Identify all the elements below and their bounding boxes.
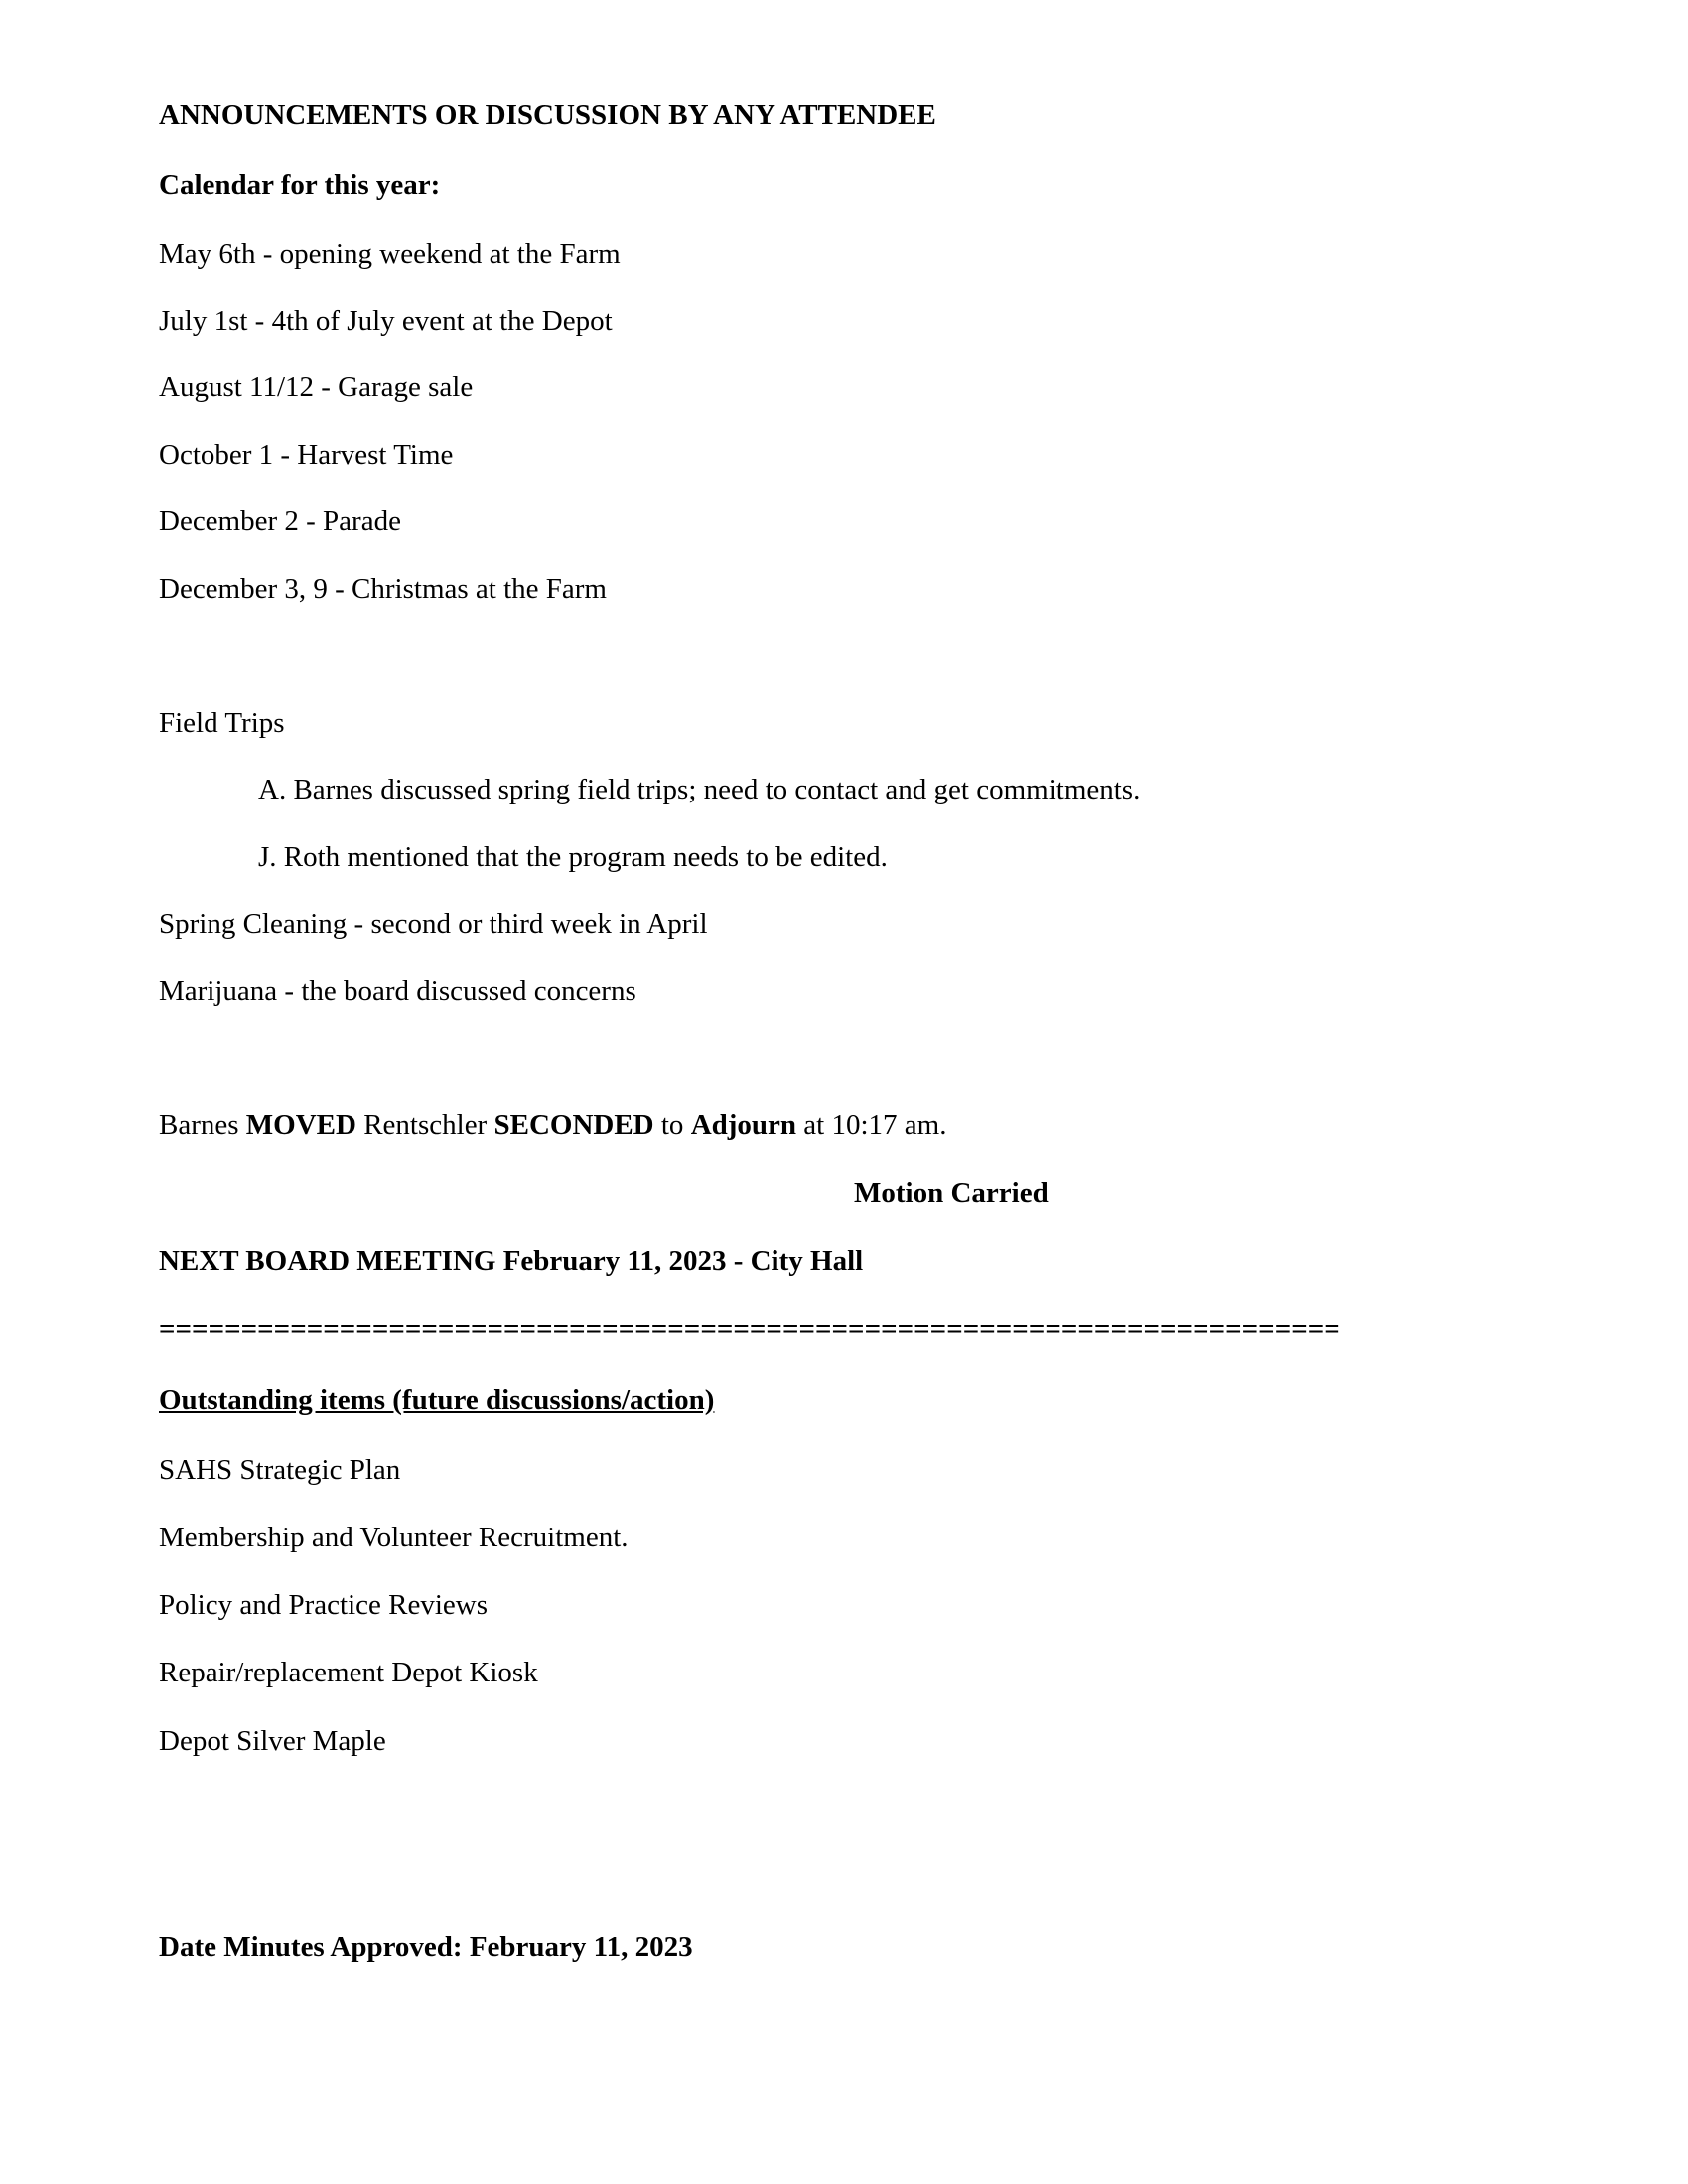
calendar-item: October 1 - Harvest Time <box>159 439 454 471</box>
next-meeting <box>159 1243 863 1279</box>
minutes-approval <box>159 1929 693 1965</box>
outstanding-item: SAHS Strategic Plan <box>159 1454 401 1486</box>
calendar-item: December 2 - Parade <box>159 506 401 537</box>
approval-label: Date Minutes Approved: <box>159 1931 463 1963</box>
outstanding-item: Policy and Practice Reviews <box>159 1589 488 1621</box>
adjourn-motion <box>159 1107 946 1143</box>
separator-line: ======================================================================== <box>159 1313 1340 1345</box>
calendar-heading: Calendar for this year: <box>159 169 441 201</box>
motion-seconder: Rentschler <box>363 1109 488 1141</box>
calendar-item: August 11/12 - Garage sale <box>159 371 474 403</box>
outstanding-item: Repair/replacement Depot Kiosk <box>159 1657 538 1688</box>
motion-action: Adjourn <box>690 1109 797 1141</box>
other-item: Marijuana - the board discussed concerns <box>159 975 636 1007</box>
motion-mover: Barnes <box>159 1109 239 1141</box>
motion-moved: MOVED <box>245 1109 356 1141</box>
field-trips-note: J. Roth mentioned that the program needs to be edited. <box>258 841 888 873</box>
motion-seconded: SECONDED <box>493 1109 654 1141</box>
motion-time: at 10:17 am. <box>803 1109 947 1141</box>
announcements-heading: ANNOUNCEMENTS OR DISCUSSION BY ANY ATTENDEE <box>159 99 936 131</box>
next-meeting-details: February 11, 2023 - City Hall <box>502 1245 864 1277</box>
next-meeting-label: NEXT BOARD MEETING <box>159 1245 496 1277</box>
calendar-item: July 1st - 4th of July event at the Depot <box>159 305 613 337</box>
calendar-item: May 6th - opening weekend at the Farm <box>159 238 621 270</box>
motion-to: to <box>660 1109 684 1141</box>
field-trips-heading: Field Trips <box>159 707 285 739</box>
motion-result: Motion Carried <box>854 1177 1049 1209</box>
field-trips-note: A. Barnes discussed spring field trips; need to contact and get commitments. <box>258 774 1141 805</box>
outstanding-item: Depot Silver Maple <box>159 1725 386 1757</box>
other-item: Spring Cleaning - second or third week in April <box>159 908 708 940</box>
calendar-item: December 3, 9 - Christmas at the Farm <box>159 573 607 605</box>
outstanding-heading: Outstanding items (future discussions/action) <box>159 1384 715 1416</box>
approval-date: February 11, 2023 <box>469 1931 693 1963</box>
outstanding-item: Membership and Volunteer Recruitment. <box>159 1522 629 1553</box>
